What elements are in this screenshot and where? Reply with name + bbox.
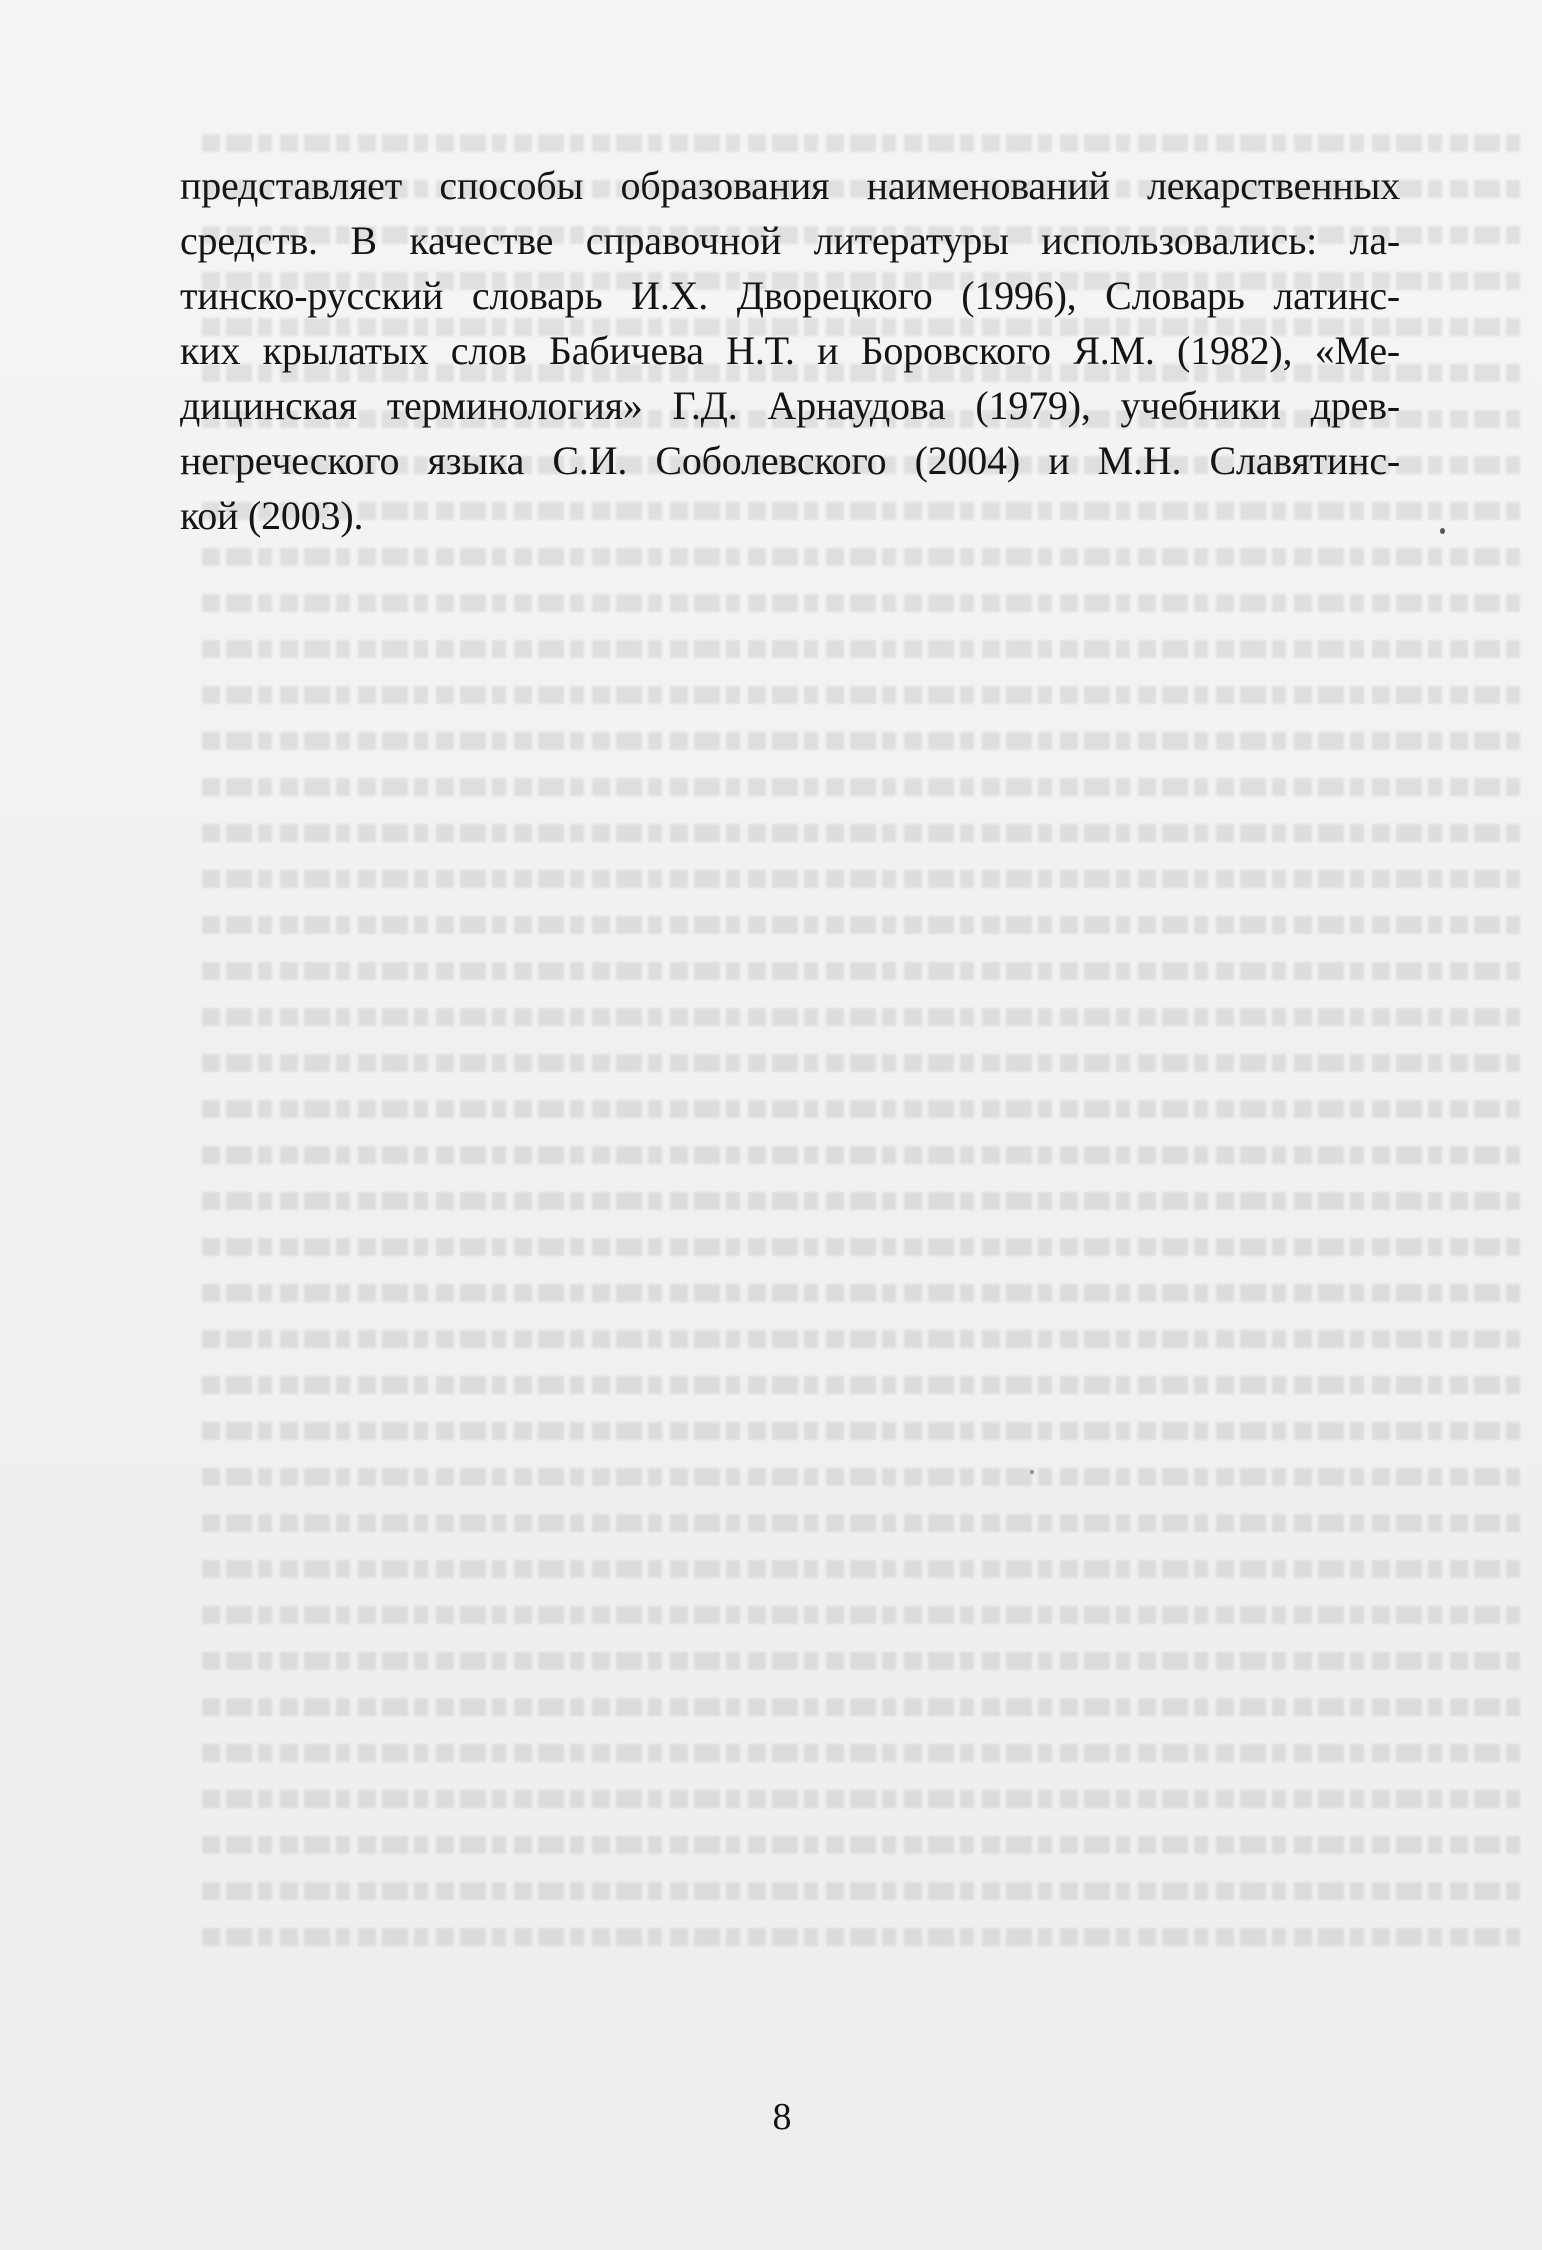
paragraph-line: средств. В качестве справочной литературы использовались: ла- bbox=[180, 218, 1400, 263]
paragraph-line: ких крылатых слов Бабичева Н.Т. и Боровского Я.М. (1982), «Ме- bbox=[180, 328, 1400, 373]
paragraph-line: негреческого языка С.И. Соболевского (2004) и М.Н. Славятинс- bbox=[180, 438, 1400, 483]
paragraph-line: дицинская терминология» Г.Д. Арнаудова (1979), учебники древ- bbox=[180, 383, 1400, 428]
scan-speck bbox=[1030, 1470, 1034, 1474]
paragraph-line: представляет способы образования наименований лекарственных bbox=[180, 163, 1400, 208]
page-number: 8 bbox=[772, 2096, 792, 2138]
scan-speck bbox=[1440, 528, 1445, 534]
paragraph-line: тинско-русский словарь И.Х. Дворецкого (1996), Словарь латинс- bbox=[180, 273, 1400, 318]
body-paragraph bbox=[180, 158, 1400, 543]
paragraph-line: кой (2003). bbox=[180, 493, 364, 538]
